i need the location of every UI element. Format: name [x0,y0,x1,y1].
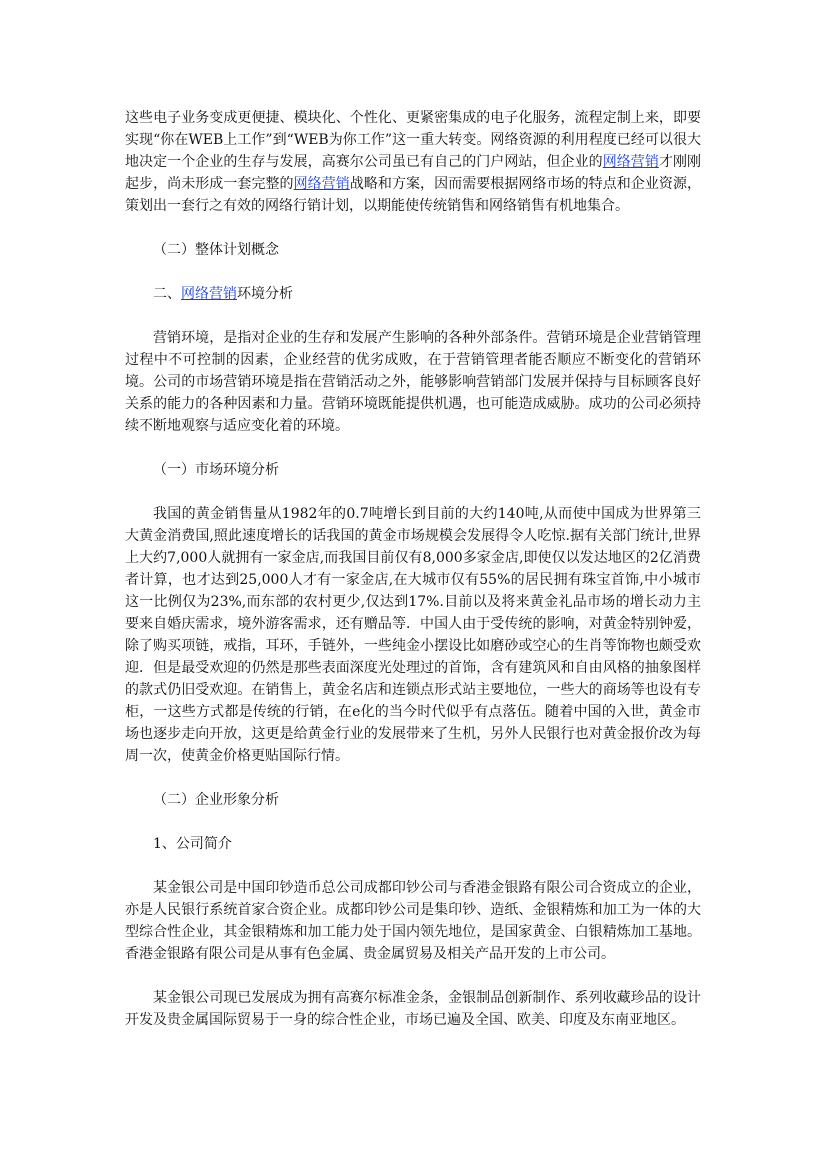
heading-market-environment: （一）市场环境分析 [153,462,279,478]
network-marketing-link-3[interactable]: 网络营销 [181,286,237,302]
environment-paragraph: 营销环境，是指对企业的生存和发展产生影响的各种外部条件。营销环境是企业营销管理过程中不可控制的因素，企业经营的优劣成败，在于营销管理者能否顺应不断变化的营销环境。公司的市场营销环境是指在营销活动之外，能够影响营销部门发展并保持与目标顾客良好关系的能力的各种因素和力量。营销环境既能提供机遇，也可能造成威胁。成功的公司必须持续不断地观察与适应变化着的环境。 [125,330,701,434]
intro-text-3: 战略和方案，因而需要根据网络市场的特点和企业资源，策划出一套行之有效的网络行销计划，以期能使传统销售和网络销售有机地集合。 [125,176,702,214]
company-paragraph-1: 某金银公司是中国印钞造币总公司成都印钞公司与香港金银路有限公司合资成立的企业，亦是人民银行系统首家合资企业。成都印钞公司是集印钞、造纸、金银精炼和加工为一体的大型综合性企业，其金银精炼和加工能力处于国内领先地位，是国家黄金、白银精炼加工基地。香港金银路有限公司是从事有色金属、贵金属贸易及相关产品开发的上市公司。 [125,880,701,962]
heading-env-suffix: 环境分析 [237,286,293,302]
heading-company-profile: 1、公司简介 [153,836,232,852]
network-marketing-link-2[interactable]: 网络营销 [293,176,350,192]
network-marketing-link-1[interactable]: 网络营销 [602,154,659,170]
intro-paragraph [125,107,701,217]
heading-env-prefix: 二、 [153,286,181,302]
heading-overall-plan: （二）整体计划概念 [153,242,279,258]
intro-text-1: 这些电子业务变成更便捷、模块化、个性化、更紧密集成的电子化服务，流程定制上来，即要实现“你在WEB上工作”到“WEB为你工作”这一重大转变。网络资源的利用程度已经可以很大地决定一个企业的生存与发展，高赛尔公司虽已有自己的门户网站，但企业的 [125,110,701,170]
company-paragraph-2: 某金银公司现已发展成为拥有高赛尔标准金条，金银制品创新制作、系列收藏珍品的设计开发及贵金属国际贸易于一身的综合性企业，市场已遍及全国、欧美、印度及东南亚地区。 [125,990,701,1028]
heading-environment-analysis [125,283,701,305]
intro-text-2: 才刚刚起步，尚未形成一套完整的 [125,154,702,192]
heading-corporate-image: （二）企业形象分析 [153,792,279,808]
market-paragraph: 我国的黄金销售量从1982年的0.7吨增长到目前的大约140吨,从而使中国成为世界第三大黄金消费国,照此速度增长的话我国的黄金市场规模会发展得令人吃惊.据有关部门统计,世界上大约7,000人就拥有一家金店,而我国目前仅有8,000多家金店,即使仅以发达地区的2亿消费者计算，也才达到25,000人才有一家金店,在大城市仅有55%的居民拥有珠宝首饰,中小城市这一比例仅为23%,而东部的农村更少,仅达到17%.目前以及将来黄金礼品市场的增长动力主要来自婚庆需求，境外游客需求，还有赠品等．中国人由于受传统的影响，对黄金特别钟爱，除了购买项链，戒指，耳环，手链外，一些纯金小摆设比如磨砂或空心的生肖等饰物也颇受欢迎．但是最受欢迎的仍然是那些表面深度光处理过的首饰，含有建筑风和自由风格的抽象图样的款式仍旧受欢迎。在销售上，黄金名店和连锁点形式站主要地位，一些大的商场等也设有专柜，一这些方式都是传统的行销，在e化的当今时代似乎有点落伍。随着中国的入世，黄金市场也逐步走向开放，这更是给黄金行业的发展带来了生机，另外人民银行也对黄金报价改为每周一次，使黄金价格更贴国际行情。 [125,506,701,764]
document-body [125,107,701,1031]
